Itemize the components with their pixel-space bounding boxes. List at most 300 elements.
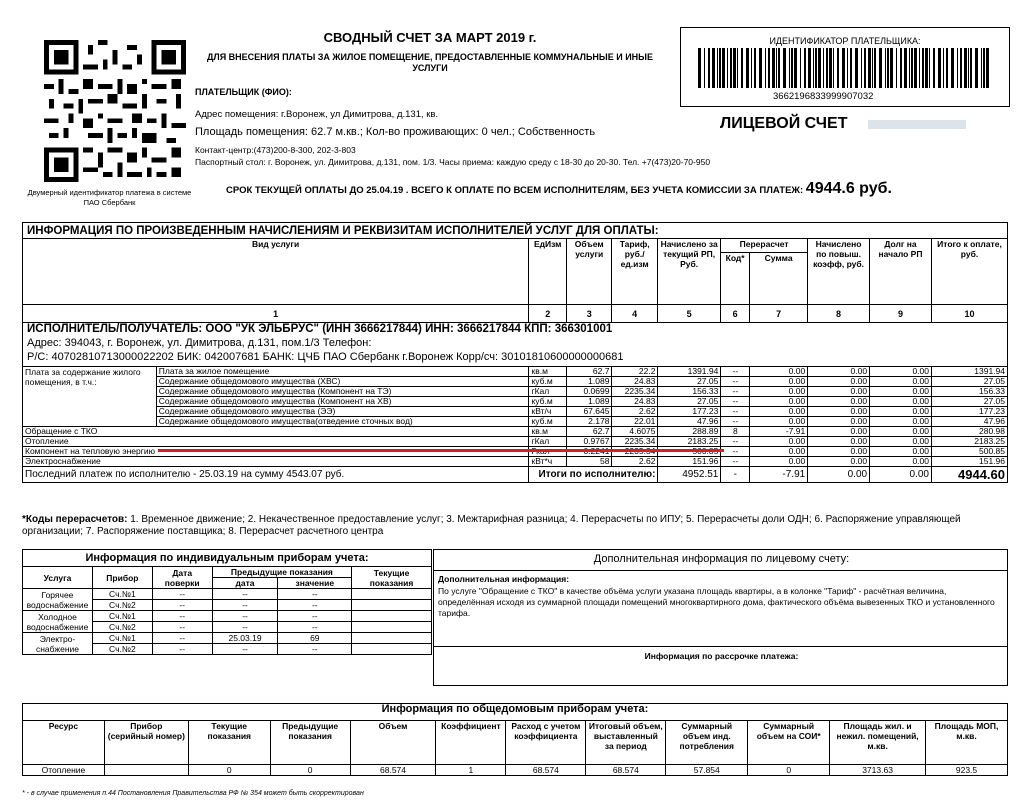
- recalc-codes-label: *Коды перерасчетов:: [22, 514, 128, 525]
- barcode-bar: [929, 48, 930, 88]
- im-device: Сч.№2: [92, 622, 152, 633]
- barcode-bar: [783, 48, 786, 88]
- increase: 0.00: [808, 437, 870, 447]
- totals-row: [23, 467, 1008, 483]
- recalc-sum: 0.00: [750, 457, 808, 467]
- row-total: 156.33: [931, 387, 1007, 397]
- unit: кв.м: [529, 427, 567, 437]
- contact-center: Контакт-центр:(473)200-8-300, 202-3-803: [195, 145, 356, 155]
- totals-total: 4944.60: [931, 467, 1007, 483]
- recalc-codes-note: [22, 514, 1008, 538]
- im-service: Электро-снабжение: [23, 633, 93, 655]
- charged: 177.23: [658, 407, 721, 417]
- service-name: Содержание общедомового имущества (Компонент на ХВ): [156, 397, 529, 407]
- im-value: --: [278, 589, 352, 600]
- barcode-bar: [751, 48, 752, 88]
- executor-address: Адрес: 394043, г. Воронеж, ул. Димитрова, д.131, пом.1/3 Телефон:: [27, 337, 372, 349]
- recalc-sum: 0.00: [750, 417, 808, 427]
- tariff: 2235.34: [612, 387, 658, 397]
- table-row: [23, 633, 432, 644]
- unit: куб.м: [529, 377, 567, 387]
- barcode-bar: [746, 48, 749, 88]
- im-check: --: [152, 622, 212, 633]
- recalc-code: --: [721, 367, 750, 377]
- hm-col-resource: Ресурс: [23, 721, 105, 765]
- im-date: 25.03.19: [212, 633, 278, 644]
- table-row: [23, 589, 432, 600]
- col-number: 8: [808, 305, 870, 323]
- charged: 47.96: [658, 417, 721, 427]
- charges-header: [22, 238, 1008, 323]
- debt: 0.00: [870, 387, 932, 397]
- barcode-bar: [722, 48, 725, 88]
- im-value: 69: [278, 633, 352, 644]
- table-row: [23, 367, 1008, 377]
- barcode-bar: [813, 48, 814, 88]
- recalc-code: --: [721, 377, 750, 387]
- barcode-bar: [847, 48, 848, 88]
- barcode-bar: [914, 48, 917, 88]
- barcode-bar: [698, 48, 701, 88]
- table-row: [23, 407, 1008, 417]
- im-check: --: [152, 589, 212, 600]
- col-number: 7: [750, 305, 808, 323]
- col-number: 5: [658, 305, 721, 323]
- unit: куб.м: [529, 397, 567, 407]
- hm-col-current: Текущие показания: [188, 721, 270, 765]
- col-volume: Объем услуги: [567, 239, 612, 305]
- executor-name: ИСПОЛНИТЕЛЬ/ПОЛУЧАТЕЛЬ: ООО "УК ЭЛЬБРУС" (ИНН 3666217844) ИНН: 3666217844 КПП: 366301001: [27, 323, 613, 335]
- volume: 1.089: [567, 397, 612, 407]
- debt: 0.00: [870, 437, 932, 447]
- account-number-redacted: [868, 117, 966, 132]
- col-debt: Долг на начало РП: [870, 239, 932, 305]
- hm-ind-volume: 57.854: [666, 765, 748, 776]
- increase: 0.00: [808, 427, 870, 437]
- barcode-bar: [708, 48, 710, 88]
- im-current: [352, 589, 432, 600]
- hm-col-volume: Объем: [350, 721, 436, 765]
- table-row: [23, 417, 1008, 427]
- im-current: [352, 611, 432, 622]
- debt: 0.00: [870, 447, 932, 457]
- due-text: СРОК ТЕКУЩЕЙ ОПЛАТЫ ДО 25.04.19 . ВСЕГО К ОПЛАТЕ ПО ВСЕМ ИСПОЛНИТЕЛЯМ, БЕЗ УЧЕТА КОМИССИИ ЗА ПЛАТЕЖ:: [226, 185, 804, 196]
- barcode-bar: [730, 48, 732, 88]
- tariff: 2.62: [612, 457, 658, 467]
- row-total: 177.23: [931, 407, 1007, 417]
- table-row: [23, 611, 432, 622]
- barcode-bar: [727, 48, 728, 88]
- row-total: 280.98: [931, 427, 1007, 437]
- row-total: 27.05: [931, 397, 1007, 407]
- debt: 0.00: [870, 427, 932, 437]
- additional-info-subtitle: Дополнительная информация:: [438, 574, 570, 584]
- increase: 0.00: [808, 397, 870, 407]
- volume: 0.9767: [567, 437, 612, 447]
- tariff: 24.83: [612, 397, 658, 407]
- tariff: 2.62: [612, 407, 658, 417]
- col-sum: Сумма: [750, 253, 808, 305]
- executor-bank: Р/С: 40702810713000022202 БИК: 042007681 БАНК: ЦЧБ ПАО Сбербанк г.Воронеж Корр/сч: 30101810600000000681: [27, 351, 624, 363]
- barcode-bar: [778, 48, 780, 88]
- tariff: 22.2: [612, 367, 658, 377]
- service-name: Содержание общедомового имущества (ХВС): [156, 377, 529, 387]
- im-current: [352, 633, 432, 644]
- recalc-code: --: [721, 397, 750, 407]
- recalc-code: --: [721, 437, 750, 447]
- barcode-bar: [887, 48, 889, 88]
- im-device: Сч.№1: [92, 633, 152, 644]
- im-current: [352, 600, 432, 611]
- increase: 0.00: [808, 377, 870, 387]
- payer-id-number: 3662196833999907032: [773, 91, 874, 102]
- im-device: Сч.№1: [92, 589, 152, 600]
- im-service: Холодное водоснабжение: [23, 611, 93, 633]
- barcode-bar: [922, 48, 924, 88]
- im-date: --: [212, 600, 278, 611]
- col-unit: ЕдИзм: [529, 239, 567, 305]
- barcode-bar: [818, 48, 821, 88]
- im-device: Сч.№1: [92, 611, 152, 622]
- table-row: [23, 427, 1008, 437]
- barcode-bar: [874, 48, 876, 88]
- property-area: Площадь помещения: 62.7 м.кв.; Кол-во проживающих: 0 чел.; Собственность: [195, 126, 596, 138]
- recalc-sum: 0.00: [750, 397, 808, 407]
- hm-col-consumption: Расход с учетом коэффициента: [506, 721, 586, 765]
- col-number: 4: [612, 305, 658, 323]
- debt: 0.00: [870, 417, 932, 427]
- recalc-sum: 0.00: [750, 377, 808, 387]
- barcode-bar: [981, 48, 982, 88]
- col-service: Вид услуги: [23, 239, 529, 305]
- hm-col-area: Площадь жил. и нежил. помещений, м.кв.: [830, 721, 926, 765]
- service-name: Компонент на тепловую энергию: [23, 447, 529, 457]
- bill-title: СВОДНЫЙ СЧЕТ ЗА МАРТ 2019 г.: [323, 30, 537, 45]
- barcode-bar: [890, 48, 893, 88]
- col-charged: Начислено за текущий РП, Руб.: [658, 239, 721, 305]
- additional-info-box: [433, 549, 1008, 686]
- barcode-bar: [850, 48, 852, 88]
- charged: 2183.25: [658, 437, 721, 447]
- house-meters-title: Информация по общедомовым приборам учета:: [23, 704, 1008, 721]
- col-number: 1: [23, 305, 529, 323]
- hm-previous: 0: [270, 765, 350, 776]
- hm-soi-volume: 0: [748, 765, 830, 776]
- increase: 0.00: [808, 387, 870, 397]
- unit: кВт*ч: [529, 457, 567, 467]
- barcode-bar: [837, 48, 839, 88]
- charges-title: ИНФОРМАЦИЯ ПО ПРОИЗВЕДЕННЫМ НАЧИСЛЕНИЯМ И РЕКВИЗИТАМ ИСПОЛНИТЕЛЕЙ УСЛУГ ДЛЯ ОПЛАТЫ:: [22, 222, 1008, 238]
- barcode-bar: [808, 48, 811, 88]
- footnote: * - в случае применения п.44 Постановления Правительства РФ № 354 может быть скорректирован: [22, 790, 364, 797]
- tariff: 24.83: [612, 377, 658, 387]
- service-name: Плата за жилое помещение: [156, 367, 529, 377]
- barcode-bar: [885, 48, 886, 88]
- im-current: [352, 644, 432, 655]
- col-number: 2: [529, 305, 567, 323]
- im-date: --: [212, 611, 278, 622]
- barcode-bar: [754, 48, 756, 88]
- debt: 0.00: [870, 457, 932, 467]
- individual-meters-title: Информация по индивидуальным приборам учета:: [23, 550, 432, 567]
- recalc-code: --: [721, 417, 750, 427]
- due-total: 4944.6 руб.: [805, 180, 892, 197]
- col-number: 6: [721, 305, 750, 323]
- payer-label: ПЛАТЕЛЬЩИК (ФИО):: [195, 87, 292, 97]
- barcode-bar: [925, 48, 928, 88]
- im-date: --: [212, 644, 278, 655]
- barcode-bar: [789, 48, 790, 88]
- barcode-bar: [911, 48, 913, 88]
- table-row: [23, 387, 1008, 397]
- totals-label: Итоги по исполнителю:: [529, 467, 658, 483]
- table-row: [23, 437, 1008, 447]
- im-col-prev: Предыдущие показания: [212, 567, 352, 578]
- recalc-code: --: [721, 387, 750, 397]
- executor-block: [22, 322, 1008, 366]
- house-meters-table: [22, 703, 1008, 776]
- barcode-bar: [879, 48, 882, 88]
- barcode-bar: [970, 48, 972, 88]
- totals-sum: -7.91: [750, 467, 808, 483]
- volume: 2.178: [567, 417, 612, 427]
- barcode-bar: [791, 48, 793, 88]
- recalc-code: 8: [721, 427, 750, 437]
- recalc-sum: 0.00: [750, 437, 808, 447]
- hm-area: 3713.63: [830, 765, 926, 776]
- hm-col-final-volume: Итоговый объем, выставленный за период: [586, 721, 666, 765]
- barcode-bar: [741, 48, 743, 88]
- tariff: 4.6075: [612, 427, 658, 437]
- hm-col-device: Прибор (серийный номер): [104, 721, 188, 765]
- recalc-sum: 0.00: [750, 367, 808, 377]
- col-tariff: Тариф, руб./ ед.изм: [612, 239, 658, 305]
- im-col-check: Дата поверки: [152, 567, 212, 589]
- barcode-bar: [833, 48, 834, 88]
- charged: 27.05: [658, 397, 721, 407]
- barcode-bar: [759, 48, 762, 88]
- barcode-bar: [909, 48, 910, 88]
- recalc-sum: -7.91: [750, 427, 808, 437]
- barcode-bar: [776, 48, 777, 88]
- im-col-service: Услуга: [23, 567, 93, 589]
- table-row: [23, 397, 1008, 407]
- barcode-bar: [872, 48, 873, 88]
- debt: 0.00: [870, 367, 932, 377]
- im-service: Горячее водоснабжение: [23, 589, 93, 611]
- barcode-bar: [704, 48, 705, 88]
- volume: 0.0699: [567, 387, 612, 397]
- volume: 1.089: [567, 377, 612, 387]
- im-check: --: [152, 644, 212, 655]
- recalc-code: --: [721, 407, 750, 417]
- col-recalc: Перерасчет: [721, 239, 808, 253]
- hm-col-previous: Предыдущие показания: [270, 721, 350, 765]
- unit: куб.м: [529, 417, 567, 427]
- hm-col-coef: Коэффициент: [436, 721, 506, 765]
- service-name: Обращение с ТКО: [23, 427, 529, 437]
- bill-subtitle: ДЛЯ ВНЕСЕНИЯ ПЛАТЫ ЗА ЖИЛОЕ ПОМЕЩЕНИЕ, ПРЕДОСТАВЛЕННЫЕ КОММУНАЛЬНЫЕ И ИНЫЕ УСЛУГИ: [206, 52, 653, 73]
- service-name: Содержание общедомового имущества(отведение сточных вод): [156, 417, 529, 427]
- barcode-bar: [933, 48, 935, 88]
- barcode-bar: [946, 48, 948, 88]
- unit: гКал: [529, 387, 567, 397]
- hm-consumption: 68.574: [506, 765, 586, 776]
- recalc-code: --: [721, 457, 750, 467]
- barcode-bar: [855, 48, 858, 88]
- im-check: --: [152, 600, 212, 611]
- charged: 156.33: [658, 387, 721, 397]
- volume: 62.7: [567, 427, 612, 437]
- row-total: 27.05: [931, 377, 1007, 387]
- charges-rows: [22, 366, 1008, 483]
- hm-final-volume: 68.574: [586, 765, 666, 776]
- table-row: [23, 457, 1008, 467]
- barcode-bar: [864, 48, 866, 88]
- red-underline-mark: [158, 449, 724, 452]
- barcode-bar: [800, 48, 801, 88]
- last-payment: Последний платеж по исполнителю - 25.03.19 на сумму 4543.07 руб.: [23, 467, 529, 483]
- individual-meters-table: [22, 549, 432, 655]
- totals-charged: 4952.51: [658, 467, 721, 483]
- increase: 0.00: [808, 447, 870, 457]
- im-device: Сч.№2: [92, 600, 152, 611]
- service-name: Содержание общедомового имущества (ЭЭ): [156, 407, 529, 417]
- table-row: [23, 377, 1008, 387]
- col-increase: Начислено по повыш. коэфф, руб.: [808, 239, 870, 305]
- im-value: --: [278, 622, 352, 633]
- account-label: ЛИЦЕВОЙ СЧЕТ: [720, 115, 848, 132]
- col-number: 9: [870, 305, 932, 323]
- additional-info-text: По услуге "Обращение с ТКО" в качестве объёма услуги указана площадь квартиры, а в колонке "Тариф" - расчётная величина, определённая исходя из суммарной площади помещений многоквартирного дома, фактического объёма вывезенных ТКО и установленного тарифа.: [438, 586, 995, 618]
- unit: кВт/ч: [529, 407, 567, 417]
- qr-caption: Двумерный идентификатор платежа в системе ПАО Сбербанк: [27, 188, 192, 207]
- barcode-bar: [919, 48, 920, 88]
- group-label: Плата за содержание жилого помещения, в т.ч.:: [23, 367, 157, 427]
- barcode-bar: [957, 48, 958, 88]
- barcode-bar: [951, 48, 954, 88]
- row-total: 1391.94: [931, 367, 1007, 377]
- service-name: Отопление: [23, 437, 529, 447]
- hm-col-ind-volume: Суммарный объем инд. потребления: [666, 721, 748, 765]
- barcode-bar: [772, 48, 775, 88]
- debt: 0.00: [870, 397, 932, 407]
- row-total: 2183.25: [931, 437, 1007, 447]
- barcode-bar: [868, 48, 871, 88]
- additional-info-title: Дополнительная информация по лицевому счету:: [593, 553, 850, 565]
- barcode-bar: [823, 48, 824, 88]
- installment-title: Информация по рассрочке платежа:: [644, 651, 799, 661]
- tariff: 2235.34: [612, 437, 658, 447]
- service-name: Электроснабжение: [23, 457, 529, 467]
- barcode-bar: [826, 48, 828, 88]
- charged: 288.89: [658, 427, 721, 437]
- charged: 151.96: [658, 457, 721, 467]
- im-value: --: [278, 611, 352, 622]
- im-current: [352, 622, 432, 633]
- col-code: Код*: [721, 253, 750, 305]
- divider: [434, 570, 1007, 571]
- volume: 67.645: [567, 407, 612, 417]
- im-col-device: Прибор: [92, 567, 152, 589]
- im-check: --: [152, 611, 212, 622]
- row-total: 47.96: [931, 417, 1007, 427]
- payer-id-box: [680, 27, 1010, 107]
- volume: 58: [567, 457, 612, 467]
- barcode-bar: [964, 48, 967, 88]
- barcode-bar: [986, 48, 989, 88]
- barcode-bar: [983, 48, 985, 88]
- col-total: Итого к оплате, руб.: [931, 239, 1007, 305]
- table-row: [23, 765, 1008, 776]
- increase: 0.00: [808, 367, 870, 377]
- im-device: Сч.№2: [92, 644, 152, 655]
- barcode-bar: [719, 48, 721, 88]
- barcode-bar: [943, 48, 944, 88]
- barcode-bar: [900, 48, 902, 88]
- barcode-bar: [804, 48, 806, 88]
- col-number: 3: [567, 305, 612, 323]
- tariff: 22.01: [612, 417, 658, 427]
- barcode-bar: [968, 48, 969, 88]
- increase: 0.00: [808, 417, 870, 427]
- barcode-bar: [938, 48, 941, 88]
- hm-col-soi-volume: Суммарный объем на СОИ*: [748, 721, 830, 765]
- im-col-date: дата: [212, 578, 278, 589]
- totals-increase: 0.00: [808, 467, 870, 483]
- im-col-value: значение: [278, 578, 352, 589]
- unit: гКал: [529, 437, 567, 447]
- barcode-bar: [904, 48, 907, 88]
- barcode-bar: [717, 48, 718, 88]
- totals-code: -: [721, 467, 750, 483]
- barcode-bar: [861, 48, 862, 88]
- due-line: [226, 180, 892, 198]
- barcode-bar: [794, 48, 797, 88]
- charged: 1391.94: [658, 367, 721, 377]
- property-address: Адрес помещения: г.Воронеж, ул Димитрова, д.131, кв.: [195, 109, 439, 120]
- unit: кв.м: [529, 367, 567, 377]
- increase: 0.00: [808, 407, 870, 417]
- im-value: --: [278, 644, 352, 655]
- im-date: --: [212, 589, 278, 600]
- debt: 0.00: [870, 407, 932, 417]
- passport-office: Паспортный стол: г. Воронеж, ул. Димитрова, д.131, пом. 1/3. Часы приема: каждую среду с 18-30 до 20-30. Тел. +7(473)20-70-950: [195, 157, 711, 167]
- recalc-sum: 0.00: [750, 387, 808, 397]
- hm-device: [104, 765, 188, 776]
- barcode: [696, 48, 994, 92]
- hm-mop-area: 923.5: [926, 765, 1008, 776]
- im-value: --: [278, 600, 352, 611]
- barcode-bar: [960, 48, 962, 88]
- col-number: 10: [931, 305, 1007, 323]
- im-col-current: Текущие показания: [352, 567, 432, 589]
- barcode-bar: [815, 48, 817, 88]
- barcode-bar: [975, 48, 978, 88]
- recalc-sum: 0.00: [750, 407, 808, 417]
- debt: 0.00: [870, 377, 932, 387]
- row-total: 500.85: [931, 447, 1007, 457]
- hm-col-mop-area: Площадь МОП, м.кв.: [926, 721, 1008, 765]
- barcode-bar: [765, 48, 766, 88]
- divider: [434, 646, 1007, 647]
- barcode-bar: [737, 48, 738, 88]
- increase: 0.00: [808, 457, 870, 467]
- barcode-bar: [768, 48, 770, 88]
- charged: 27.05: [658, 377, 721, 387]
- im-check: --: [152, 633, 212, 644]
- totals-debt: 0.00: [870, 467, 932, 483]
